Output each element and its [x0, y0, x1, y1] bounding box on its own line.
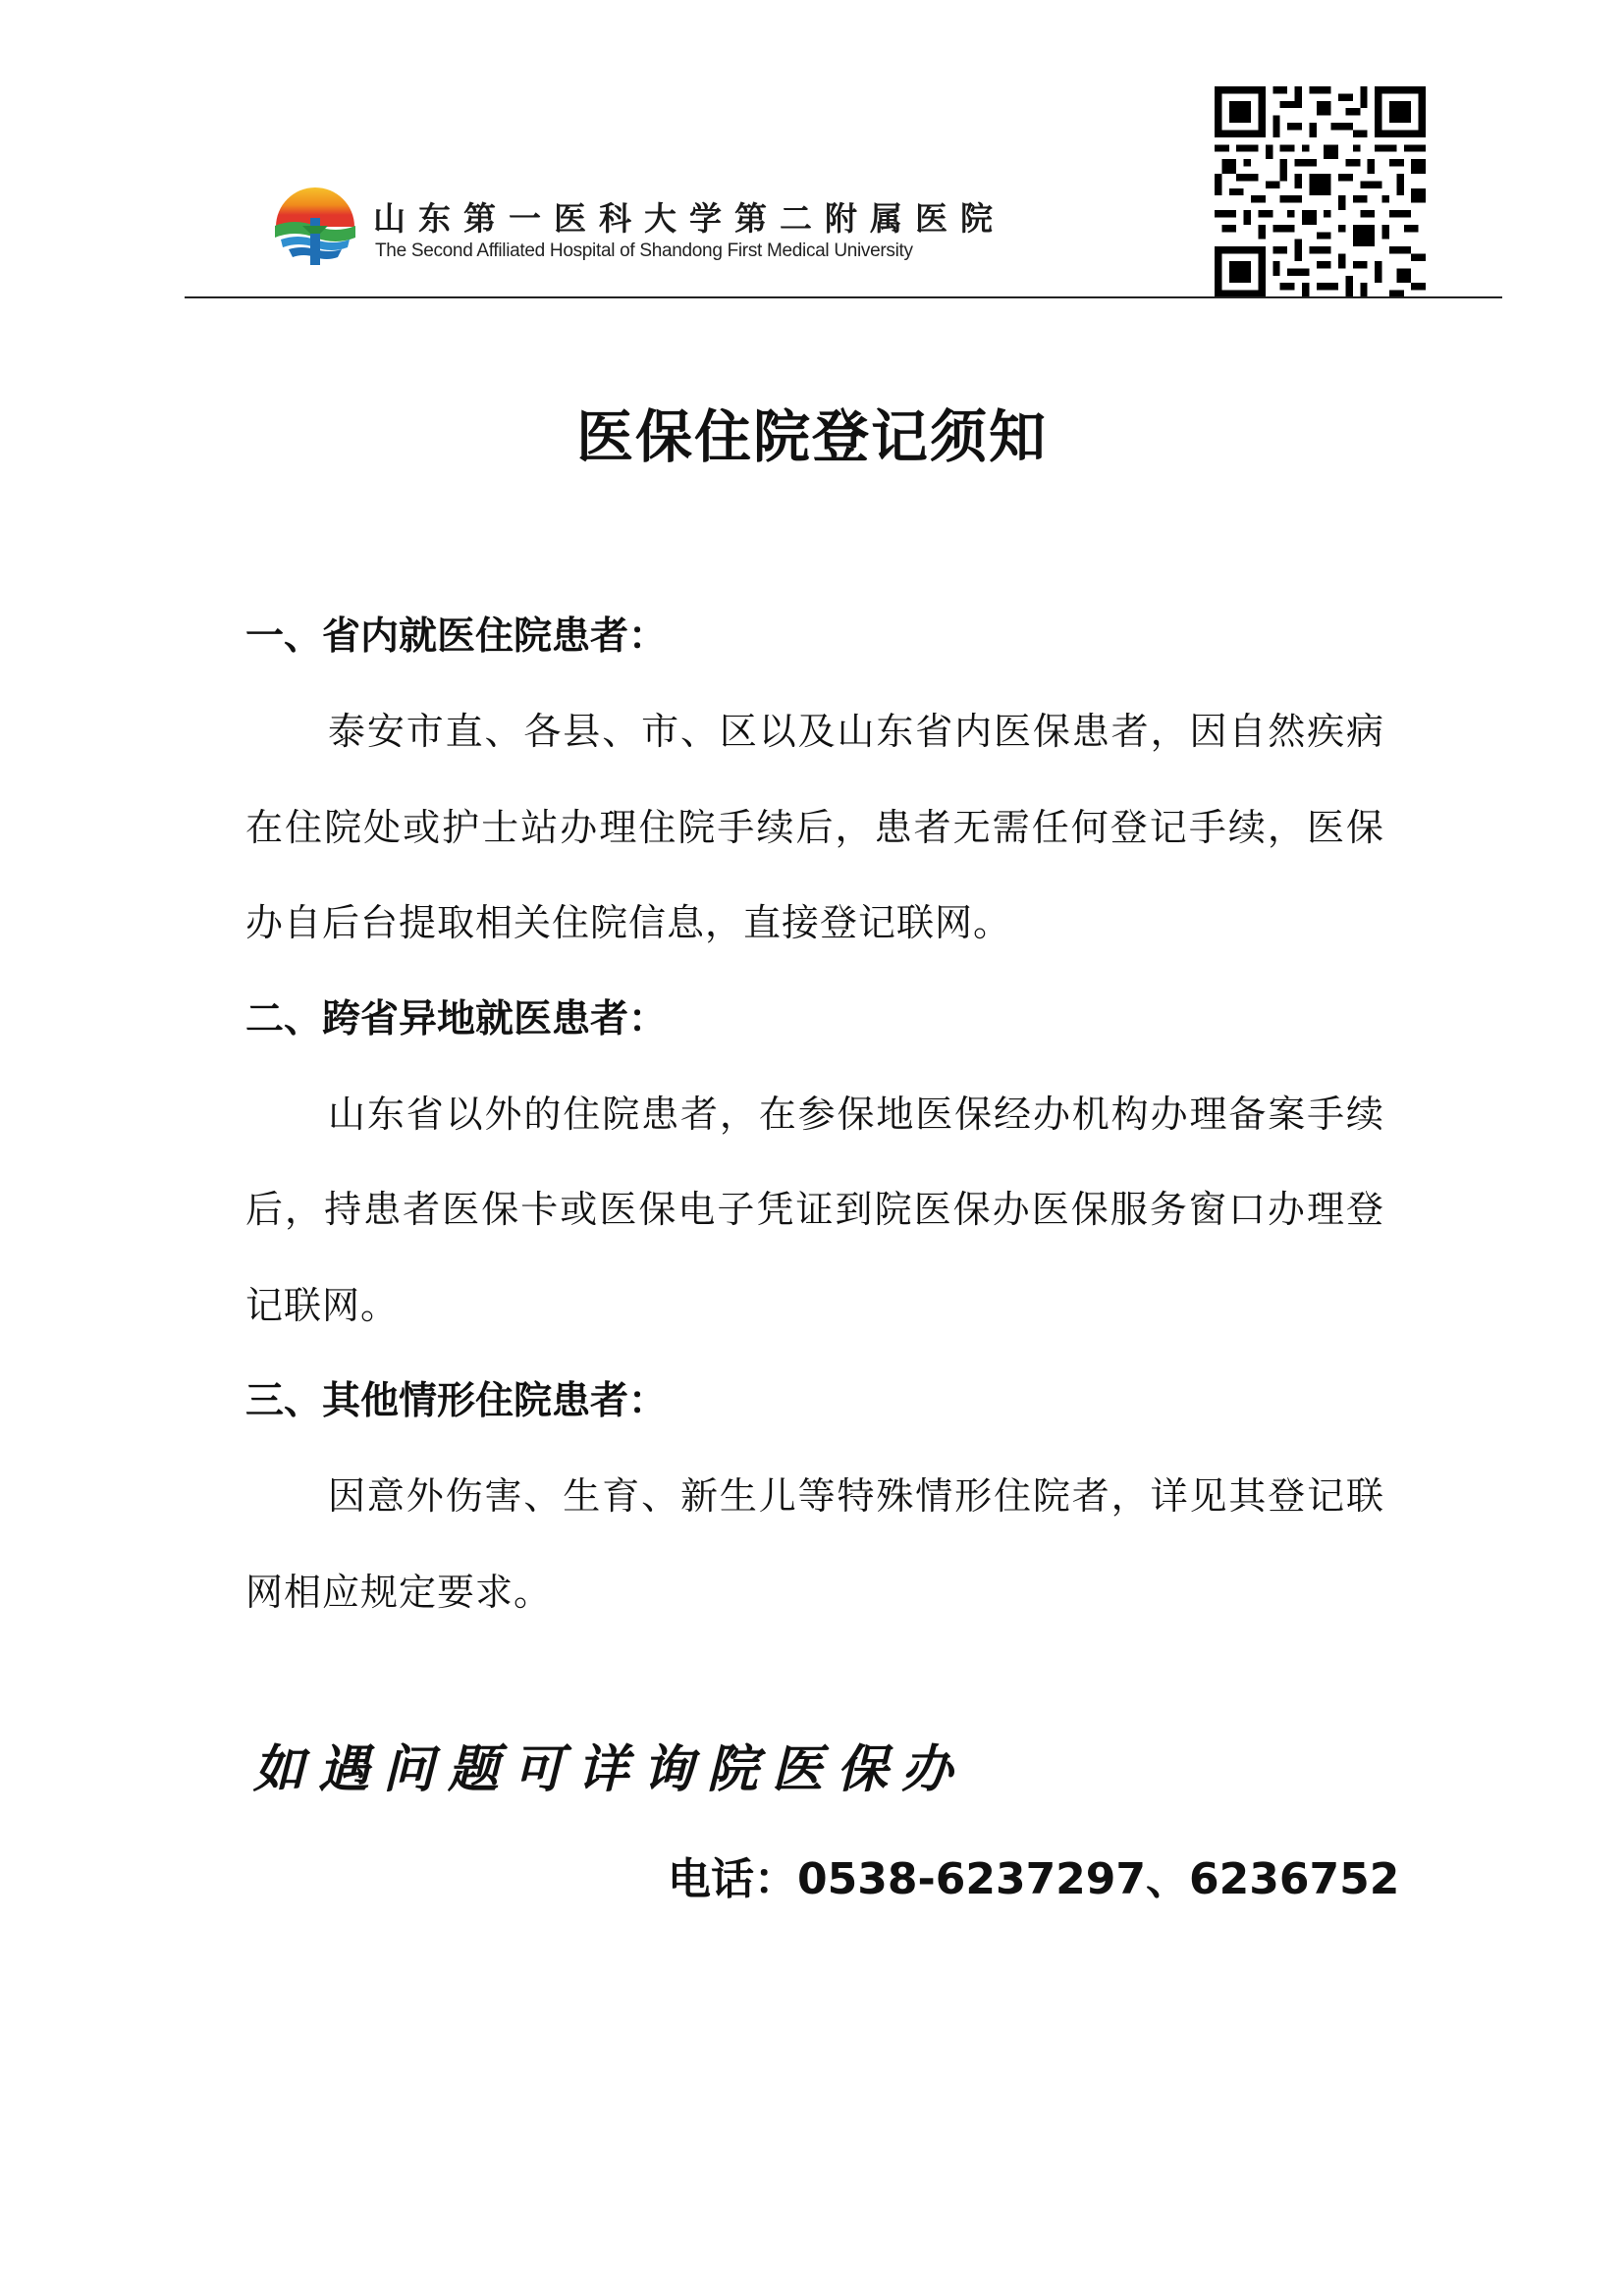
section-heading: 一、省内就医住院患者： [245, 614, 668, 659]
qr-code-icon [1215, 86, 1426, 297]
hospital-name-cn: 山东第一医科大学第二附属医院 [373, 199, 1005, 238]
section-body: 泰安市直、各县、市、区以及山东省内医保患者，因自然疾病在住院处或护士站办理住院手续后，患者无需任何登记手续，医保办自后台提取相关住院信息，直接登记联网。 [245, 710, 1384, 944]
notice-content [245, 589, 1384, 1640]
section-in-province [245, 589, 1384, 972]
section-heading: 二、跨省异地就医患者： [245, 996, 668, 1041]
contact-note: 如遇问题可详询院医保办 [253, 1739, 967, 1799]
hospital-name-en: The Second Affiliated Hospital of Shandong First Medical University [375, 240, 913, 261]
header-divider [185, 296, 1502, 298]
contact-phone: 电话：0538-6237297、6236752 [668, 1854, 1400, 1904]
section-body: 山东省以外的住院患者，在参保地医保经办机构办理备案手续后，持患者医保卡或医保电子凭证到院医保办医保服务窗口办理登记联网。 [245, 1092, 1384, 1327]
section-heading: 三、其他情形住院患者： [245, 1379, 668, 1423]
hospital-logo-icon [273, 183, 357, 267]
section-other [245, 1354, 1384, 1640]
section-cross-province [245, 972, 1384, 1355]
page-title: 医保住院登记须知 [575, 403, 1048, 470]
section-body: 因意外伤害、生育、新生儿等特殊情形住院者，详见其登记联网相应规定要求。 [245, 1474, 1384, 1614]
